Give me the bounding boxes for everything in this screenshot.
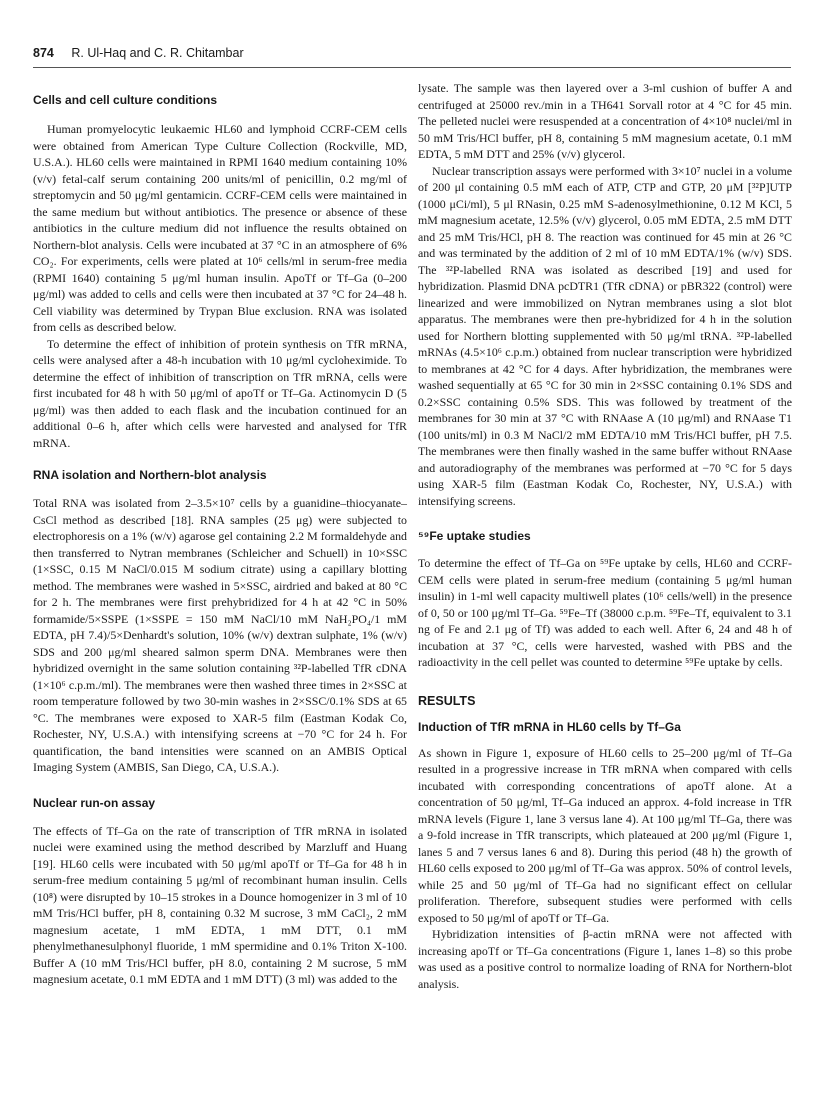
section-heading-nuclear-run-on: Nuclear run-on assay: [33, 795, 156, 810]
results-heading: RESULTS: [418, 693, 476, 708]
paragraph: Total RNA was isolated from 2–3.5×10⁷ cells by a guanidine–thiocyanate–CsCl method as described [18]. RNA samples (25 μg) were subjected to electrophoresis on a 1% (w/v) agarose gel containing 2.2 M formaldehyde and then transferred to Nytran membranes (Schleicher and Schuell) in 10×SSC (1×SSC, 0.15 M NaCl/0.015 M sodium citrate) using a capillary blotting method. The membranes were washed in 5×SSC, airdried and baked at 80 °C for 2 h. The membranes were first prehybridized for 4 h at 42 °C in 50% formamide/5×SSPE (1×SSPE = 150 mM NaCl/10 mM NaH₂PO₄/1 mM EDTA, pH 7.4)/5×Denhardt's solution, 10% (w/v) dextran sulphate, 1% (w/v) SDS and 200 μg/ml sheared salmon sperm DNA. Membranes were then hybridized overnight in the same solution containing ³²P-labelled TfR cDNA (1×10⁶ c.p.m./ml). The membranes were then washed three times in 2×SSC at room temperature followed by two 30-min washes in 2×SSC/0.1% SDS at 65 °C. The membranes were exposed to XAR-5 film (Eastman Kodak Co, Rochester, NY, U.S.A.) with intensifying screens at −70 °C for 24 h. For quantification, the band intensities were scanned on an AMBIS Optical Imaging System (AMBIS, San Diego, CA, U.S.A.).: [33, 496, 407, 774]
paragraph: Nuclear transcription assays were performed with 3×10⁷ nuclei in a volume of 200 μl containing 0.5 mM each of ATP, CTP and GTP, 20 μM [³²P]UTP (1000 μCi/ml), 5 μl RNasin, 0.25 mM S-adenosylmethionine, 0.12 M KCl, 5 mM magnesium acetate, 12.5% (v/v) glycerol, 0.05 mM EDTA, 2.5 mM DTT and 25 mM Tris/HCl, pH 8. The reaction was continued for 45 min at 26 °C and was terminated by the addition of 2 ml of 10 mM EDTA/1% (w/v) SDS. The ³²P-labelled RNA was isolated as described [19] and used for hybridization. Plasmid DNA pcDTR1 (TfR cDNA) or pBR322 (control) were linearized and were immobilized on Nytran membranes using a slot blot apparatus. The membranes were then pre-hybridized for 4 h in the solution used for Northern blotting supplemented with 50 μg/ml tRNA. ³²P-labelled mRNAs (4.5×10⁶ c.p.m.) obtained from nuclear transcription were hybridized to membranes at 42 °C for 4 days. After hybridization, the membranes were washed sequentially at 65 °C for 30 min in 2×SSC containing 0.1% SDS and 0.2×SSC containing 0.5% SDS. This was followed by treatment of the membranes for 30 min at 37 °C with RNAase A (10 μg/ml) and RNAase T1 (100 units/ml) in 0.3 M NaCl/2 mM EDTA/10 mM Tris/HCl buffer, pH 7.5. The membranes were then finally washed in the same buffer without RNAase and autoradiography of the membranes was performed at −70 °C for 5 days using XAR-5 film (Eastman Kodak Co, Rochester, NY, U.S.A.) with intensifying screens.: [418, 163, 792, 508]
section-heading-rna: RNA isolation and Northern-blot analysis: [33, 468, 267, 482]
header-rule: [33, 67, 791, 68]
section-heading-cells: Cells and cell culture conditions: [33, 93, 218, 107]
paragraph: Human promyelocytic leukaemic HL60 and lymphoid CCRF-CEM cells were obtained from American Type Culture Collection (Rockville, MD, U.S.A.). HL60 cells were maintained in RPMI 1640 medium containing 10% (v/v) fetal-calf serum containing 200 units/ml of penicillin, 0.2 mg/ml of streptomycin and 50 μg/ml gentamicin. CCRF-CEM cells were maintained in the same medium but without antibiotics. The presence or absence of these antibiotics in the culture medium did not influence the results obtained on Northern-blot analysis. Cells were incubated at 37 °C in an atmosphere of 6% CO₂. For experiments, cells were plated at 10⁶ cells/ml in serum-free media (RPMI 1640) containing 5 μg/ml human insulin. ApoTf or Tf–Ga (0–200 μg/ml) was added to cells and cells were then incubated at 37 °C for 24–48 h. Cell viability was determined by Trypan Blue exclusion. RNA was isolated from cells as described below.: [33, 122, 407, 334]
section-heading-fe-uptake: ⁵⁹Fe uptake studies: [418, 529, 531, 543]
section-heading-tfr-induction: Induction of TfR mRNA in HL60 cells by Tf–Ga: [418, 719, 681, 734]
paragraph: To determine the effect of inhibition of protein synthesis on TfR mRNA, cells were analysed after a 48-h incubation with 10 μg/ml cycloheximide. To determine the effect of inhibition of transcription on TfR mRNA, cells were first incubated for 48 h with 50 μg/ml of apoTf or Tf–Ga. Actinomycin D (5 μg/ml) was then added to each flask and the incubation continued for an additional 0–6 h, after which cells were harvested and analysed for TfR mRNA.: [33, 336, 407, 450]
running-authors: R. Ul-Haq and C. R. Chitambar: [71, 46, 244, 60]
running-header: [33, 46, 793, 64]
paragraph: The effects of Tf–Ga on the rate of transcription of TfR mRNA in isolated nuclei were examined using the method described by Marzluff and Huang [19]. HL60 cells were incubated with 50 μg/ml apoTf or Tf–Ga for 48 h in serum-free medium containing 5 μg/ml of recombinant human insulin. Cells (10⁸) were disrupted by 10–15 strokes in a Dounce homogenizer in 3 ml of 10 mM Tris/HCl buffer, pH 8, containing 0.32 M sucrose, 3 mM CaCl₂, 2 mM magnesium acetate, 1 mM EDTA, 1 mM DTT, 0.1 mM phenylmethanesulphonyl fluoride, 1 mM spermidine and 0.1% Triton X-100. Buffer A (10 mM Tris/HCl buffer, pH 8.0, containing 2 M sucrose, 5 mM magnesium acetate, 0.1 mM EDTA and 1 mM DTT) (3 ml) was added to the: [33, 823, 407, 986]
paragraph: Hybridization intensities of β-actin mRNA were not affected with increasing apoTf or Tf–Ga concentrations (Figure 1, lanes 1–8) so this probe was used as a positive control to normalize loading of RNA for Northern-blot analysis.: [418, 927, 792, 991]
paragraph: As shown in Figure 1, exposure of HL60 cells to 25–200 μg/ml of Tf–Ga resulted in a progressive increase in TfR mRNA when compared with cells incubated with corresponding concentrations of apoTf alone. At a concentration of 50 μg/ml, Tf–Ga induced an approx. 4-fold increase in TfR mRNA levels (Figure 1, lane 3 versus lane 4). At 100 μg/ml Tf–Ga, there was a 9-fold increase in TfR transcripts, which plateaued at 200 μg/ml (Figure 1, lanes 5 and 7 versus lanes 6 and 8). During this period (48 h) the growth of HL60 cells exposed to 200 μg/ml of Tf–Ga was approx. 50% of control levels, while 25 and 50 μg/ml of Tf–Ga had no significant effect on cellular proliferation. Therefore, subsequent studies were performed with cells exposed to 50 μg/ml of apoTf or Tf–Ga.: [418, 745, 792, 925]
paragraph: lysate. The sample was then layered over a 3-ml cushion of buffer A and centrifuged at 25000 rev./min in a TH641 Sorvall rotor at 4 °C for 45 min. The pelleted nuclei were resuspended at a concentration of 4×10⁸ nuclei/ml in 50 mM Tris/HCl buffer, pH 8, containing 5 mM magnesium acetate, 0.1 mM EDTA, 5 mM DTT and 25% (v/v) glycerol.: [418, 81, 792, 161]
paragraph: To determine the effect of Tf–Ga on ⁵⁹Fe uptake by cells, HL60 and CCRF-CEM cells were plated in serum-free medium (containing 5 μg/ml human insulin) in 1-ml well capacity multiwell plates (10⁶ cells/well) in the presence of 0, 50 or 100 μg/ml Tf–Ga. ⁵⁹Fe–Tf (38000 c.p.m. ⁵⁹Fe–Tf, equivalent to 3.1 ng of Fe and 2.1 μg of Tf) was added to each well. After 6, 24 and 48 h of incubation at 37 °C, cells were harvested, washed with PBS and the radioactivity in the cell pellet was counted to determine ⁵⁹Fe uptake by cells.: [418, 556, 792, 669]
left-column: [33, 92, 407, 988]
right-column: [418, 80, 792, 992]
page-number: 874: [33, 46, 54, 60]
